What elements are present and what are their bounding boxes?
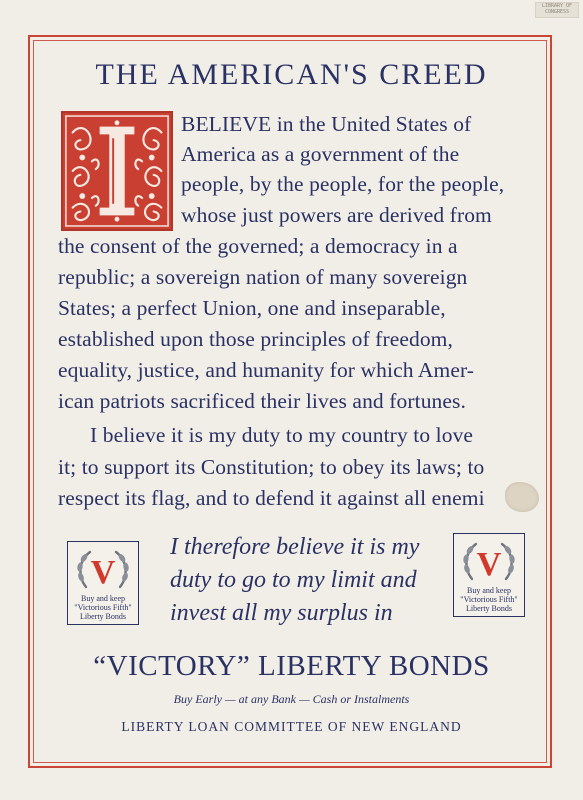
committee-credit: LIBERTY LOAN COMMITTEE OF NEW ENGLAND [121, 719, 462, 734]
creed-line: BELIEVE in the United States of [181, 112, 472, 136]
badge-line: "Victorious Fifth" [460, 595, 518, 604]
badge-line: "Victorious Fifth" [74, 603, 132, 612]
badge-v-letter: V [476, 546, 502, 583]
buy-early-line: Buy Early — at any Bank — Cash or Instalments [173, 692, 410, 706]
creed-line: America as a government of the [181, 142, 460, 166]
creed-line: equality, justice, and humanity for which Amer- [58, 358, 475, 382]
badge-line: Liberty Bonds [466, 604, 512, 613]
paper-damage-patch [505, 482, 539, 512]
creed-line: States; a perfect Union, one and inseparable, [58, 296, 446, 320]
creed-line: established upon those principles of freedom, [58, 327, 453, 351]
pledge-line: invest all my surplus in [170, 600, 393, 626]
laurel-wreath-icon [76, 547, 130, 593]
pledge-line: duty to go to my limit and [170, 567, 417, 593]
creed-line: republic; a sovereign nation of many sovereign [58, 265, 468, 289]
badge-v-letter: V [90, 554, 116, 591]
creed-line: it; to support its Constitution; to obey its laws; to [58, 455, 485, 479]
creed-line: the consent of the governed; a democracy in a [58, 234, 458, 258]
creed-line: whose just powers are derived from [181, 203, 492, 227]
victorious-fifth-badge-right [453, 533, 525, 617]
creed-line: I believe it is my duty to my country to love [90, 423, 474, 447]
badge-line: Liberty Bonds [80, 612, 126, 621]
pledge-line: I therefore believe it is my [170, 534, 420, 560]
badge-line: Buy and keep [467, 586, 511, 595]
creed-line: people, by the people, for the people, [181, 172, 505, 196]
library-stamp: LIBRARY OF CONGRESS [535, 2, 579, 18]
creed-line: ican patriots sacrificed their lives and fortunes. [58, 389, 466, 413]
victorious-fifth-badge-left [67, 541, 139, 625]
victory-liberty-bonds-heading: “VICTORY” LIBERTY BONDS [93, 650, 490, 682]
laurel-wreath-icon [462, 539, 516, 585]
poster-title: THE AMERICAN'S CREED [95, 58, 488, 91]
creed-line: respect its flag, and to defend it against all enemi [58, 486, 485, 510]
badge-line: Buy and keep [81, 594, 125, 603]
